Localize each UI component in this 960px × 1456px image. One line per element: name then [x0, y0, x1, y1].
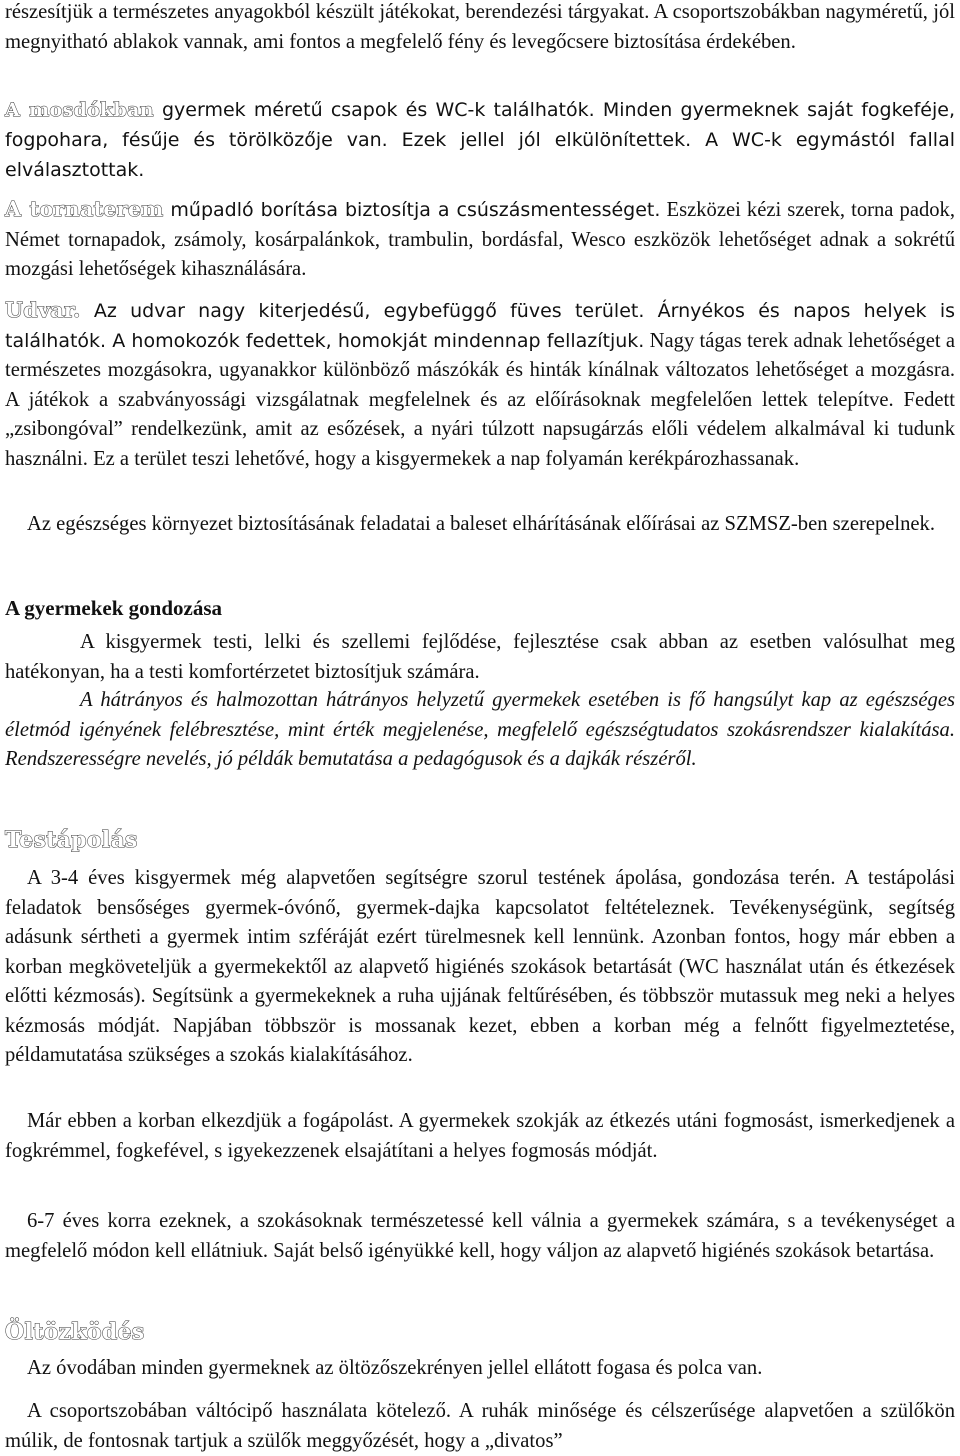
paragraph-fogapolas: Már ebben a korban elkezdjük a fogápolást. A gyermekek szokják az étkezés utáni fogmosást, ismerkedjenek a fogkrémmel, fogkefével, s igyekezzenek elsajátítani a helyes fogmosás módját.: [5, 1110, 955, 1162]
paragraph-testapolas: A 3-4 éves kisgyermek még alapvetően segítségre szorul testének ápolása, gondozása terén. A testápolási feladatok bensőséges gyermek-óvónő, gyermek-dajka kapcsolatot feltételeznek. Tevékenységünk, segítség adásunk sértheti a gyermek intim szféráját ezért türelmesnek kell lennünk. Azonban fontos, hogy már ebben a korban megköveteljük a gyermekektől az alapvető higiénés szokások betartását (WC használat után és étkezések előtti kézmosás). Segítsünk a gyermekeknek a ruha ujjának feltűrésében, és többször mutassuk meg neki a helyes kézmosás módját. Napjában többször is mossanak kezet, ebben a korban még a felnőtt figyelmeztetése, példamutatása szükséges a szokás kialakításához.: [5, 867, 955, 1066]
paragraph-komfort: A kisgyermek testi, lelki és szellemi fejlődése, fejlesztése csak abban az esetben valósulhat meg hatékonyan, ha a testi komfortérzetet biztosítjuk számára.: [5, 631, 955, 683]
paragraph-udvar: Udvar. Az udvar nagy kiterjedésű, egybefüggő füves terület. Árnyékos és napos helyek is találhatók. A homokozók fedettek, homokját mindennap fellazítjuk. Nagy tágas terek adnak lehetőséget a természetes mozgásokra, ugyanakkor különböző mászókák és hinták kínálnak változatos lehetőséget a mozgásra. A játékok a szabványossági vizsgálatnak megfelelnek és az előírásoknak megfelelően lettek telepítve. Fedett „zsibongóval” rendelkezünk, amit az esőzések, a nyári túlzott napsugárzás előli védelem alkalmával ki tudunk használni. Ez a terület teszi lehetővé, hogy a kisgyermekek a nap folyamán kerékpározhassanak.: [5, 298, 955, 470]
paragraph-hatranyos: A hátrányos és halmozottan hátrányos helyzetű gyermekek esetében is fő hangsúlyt kap az egészséges életmód igényének felébresztése, mint érték megjelenése, megfelelő egészségtudatos szokásrendszer kialakítása. Rendszerességre nevelés, jó példák bemutatása a pedagógusok és a dajkák részéről.: [5, 689, 955, 770]
heading-gyermekek-gondozasa: A gyermekek gondozása: [5, 596, 222, 620]
heading-oltozkodes: Öltözködés: [5, 1319, 145, 1345]
paragraph-szmsz: Az egészséges környezet biztosításának feladatai a baleset elhárításának előírásai az SZMSZ-ben szerepelnek.: [27, 513, 936, 535]
heading-testapolas: Testápolás: [5, 827, 138, 853]
paragraph-intro: részesítjük a természetes anyagokból készült játékokat, berendezési tárgyakat. A csoportszobákban nagyméretű, jól megnyitható ablakok vannak, ami fontos a megfelelő fény és levegőcsere biztosítása érdekében.: [5, 1, 955, 53]
lead-tornaterem: A tornaterem: [5, 197, 164, 221]
lead-mosdok: A mosdókban: [5, 99, 154, 121]
paragraph-valtocipo: A csoportszobában váltócipő használata kötelező. A ruhák minősége és célszerűsége alapvetően a szülőkön múlik, de fontosnak tartjuk a szülők meggyőzését, hogy a „divatos”: [5, 1400, 955, 1452]
paragraph-tornaterem: A tornaterem műpadló borítása biztosítja a csúszásmentességet. Eszközei kézi szerek, torna padok, Német tornapadok, zsámoly, kosárpalánkok, trambulin, bordásfal, Wesco eszközök lehetőséget adnak a sokrétű mozgási lehetőségek kihasználására.: [5, 197, 955, 280]
lead-udvar: Udvar.: [5, 298, 81, 322]
paragraph-szokasok: 6-7 éves korra ezeknek, a szokásoknak természetessé kell válnia a gyermekek számára, s a tevékenységet a megfelelő módon kell ellátniuk. Saját belső igényükké kell, hogy váljon az alapvető higiénés szokások betartása.: [5, 1210, 955, 1262]
paragraph-oltozoszekreny: Az óvodában minden gyermeknek az öltözőszekrényen jellel ellátott fogasa és polca van.: [27, 1357, 763, 1379]
paragraph-mosdok: A mosdókban gyermek méretű csapok és WC-k találhatók. Minden gyermeknek saját fogkeféje, fogpohara, fésűje és törölközője van. Ezek jellel jól elkülönítettek. A WC-k egymástól fallal elválasztottak.: [5, 99, 955, 181]
